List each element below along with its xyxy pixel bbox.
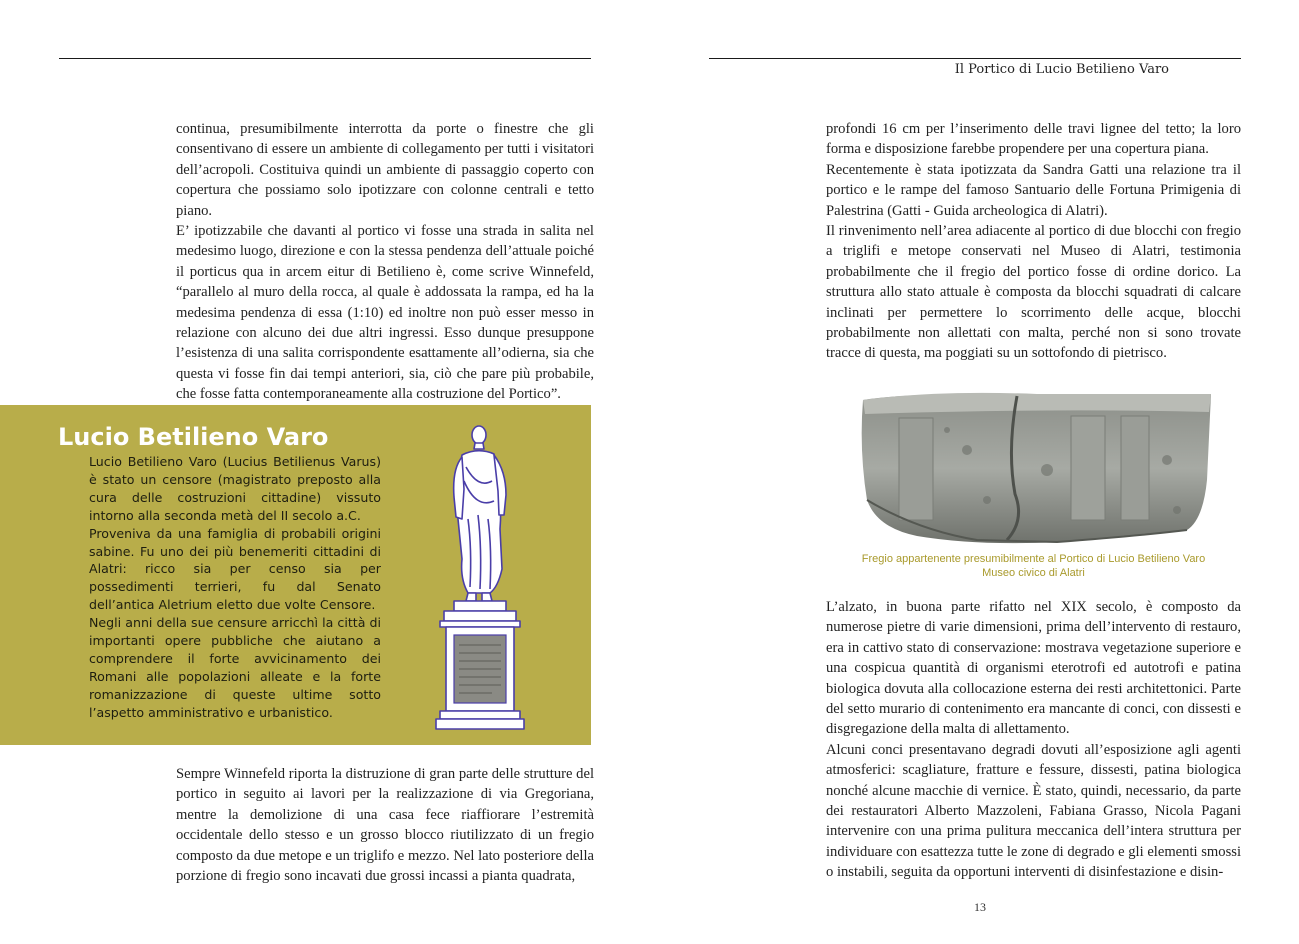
paragraph: E’ ipotizzabile che davanti al portico vi fosse una strada in salita nel medesimo luogo, direzione e con la stessa pendenza dell’attuale poiché il porticus qua in arcem eitur di Betilieno è, come scrive Winnefeld, “parallelo al muro della rocca, al quale è addossata la rampa, ed ha la medesima pendenza di essa (1:10) ed inoltre non può esser messo in relazione con alcuno dei due altri ingressi. Esso dunque presuppone l’esistenza di una salita corrispondente esattamente all’odierna, sia che questa vi fosse fin dai tempi anteriori, sia, ciò che pare più probabile, che fosse fatta contemporaneamente alla costruzione del Portico”. bbox=[176, 223, 594, 403]
right-bottom-text bbox=[826, 597, 1241, 883]
right-header-rule bbox=[709, 58, 1241, 59]
left-top-text bbox=[176, 119, 594, 405]
paragraph: Alcuni conci presentavano degradi dovuti all’esposizione agli agenti atmosferici: scagliature, fratture e fessure, dissesti, patina biologica nonché alcune macchie di vernice. È stato, quindi, necessario, da parte dei restauratori Alberto Mazzoleni, Fabiana Grasso, Nicola Pagani intervenire con una prima pulitura meccanica dell’intera struttura per individuare con esattezza tutte le zone di degrado e gli elementi smossi o instabili, seguita da opportuni interventi di disinfestazione e disin- bbox=[826, 741, 1241, 881]
running-head: Il Portico di Lucio Betilieno Varo bbox=[954, 62, 1169, 77]
frieze-photo bbox=[857, 390, 1214, 548]
caption-line: Museo civico di Alatri bbox=[982, 567, 1085, 579]
sidebar-title: Lucio Betilieno Varo bbox=[58, 423, 329, 451]
right-top-text bbox=[826, 119, 1241, 364]
paragraph: profondi 16 cm per l’inserimento delle travi lignee del tetto; la loro forma e disposizione farebbe propendere per una copertura piana. bbox=[826, 121, 1241, 158]
sidebar-body bbox=[89, 453, 381, 722]
sidebar-paragraph: Negli anni della sue censure arricchì la città di importanti opere pubbliche che aiutano a comprendere il forte avvicinamento dei Romani alle popolazioni alleate e la forte romanizzazione di queste ultime sotto l’aspetto amministrativo e urbanistico. bbox=[89, 615, 381, 720]
paragraph: Sempre Winnefeld riporta la distruzione di gran parte delle strutture del portico in seguito ai lavori per la realizzazione di via Gregoriana, mentre la demolizione di una casa fece riaffiorare l’estremità occidentale dello stesso e un grosso blocco riutilizzato di un fregio composto da due metope e un triglifo e mezzo. Nel lato posteriore della porzione di fregio sono incavati due grossi incassi a pianta quadrata, bbox=[176, 766, 594, 885]
sidebar-paragraph: Proveniva da una famiglia di probabili origini sabine. Fu uno dei più benemeriti cittadini di Alatri: ricco sia per censo sia per possedimenti terrieri, fu dal Senato dell’antica Aletrium eletto due volte Censore. bbox=[89, 525, 381, 613]
paragraph: continua, presumibilmente interrotta da porte o finestre che gli consentivano di essere un ambiente di collegamento per tutti i visitatori dell’acropoli. Costituiva quindi un ambiente di passaggio coperto con copertura che possiamo solo ipotizzare con colonne centrali e tetto piano. bbox=[176, 121, 594, 219]
caption-line: Fregio appartenente presumibilmente al Portico di Lucio Betilieno Varo bbox=[861, 553, 1206, 565]
left-header-rule bbox=[59, 58, 591, 59]
paragraph: L’alzato, in buona parte rifatto nel XIX secolo, è composto da numerose pietre di varie dimensioni, prima dell’intervento di restauro, era in cattivo stato di conservazione: mostrava vegetazione superiore e una cospicua quantità di organismi eterotrofi ed autotrofi e patina biologica dovuta alla collocazione esterna dei resti architettonici. Parte del setto murario di contenimento era mancante di conci, con dissesti e disgregazione della malta di allettamento. bbox=[826, 599, 1241, 738]
paragraph: Il rinvenimento nell’area adiacente al portico di due blocchi con fregio a triglifi e metope conservati nel Museo di Alatri, testimonia probabilmente che il fregio del portico fosse di ordine dorico. La struttura allo stato attuale è composta da blocchi squadrati di calcare inclinati per permettere lo scorrimento delle acque, blocchi probabilmente non allettati con malta, perché non si sono trovate tracce di questa, ma poggiati su un sottofondo di pietrisco. bbox=[826, 223, 1241, 362]
paragraph: Recentemente è stata ipotizzata da Sandra Gatti una relazione tra il portico e le rampe del famoso Santuario delle Fortuna Primigenia di Palestrina (Gatti - Guida archeologica di Alatri). bbox=[826, 161, 1241, 219]
page-number: 13 bbox=[974, 900, 986, 914]
statue-illustration bbox=[432, 419, 528, 741]
sidebar-paragraph: Lucio Betilieno Varo (Lucius Betilienus Varus) è stato un censore (magistrato preposto alla cura delle costruzioni cittadine) vissuto intorno alla seconda metà del II secolo a.C. bbox=[89, 454, 381, 523]
biography-sidebar bbox=[0, 405, 591, 745]
left-bottom-text bbox=[176, 764, 594, 886]
figure-caption bbox=[826, 552, 1241, 580]
